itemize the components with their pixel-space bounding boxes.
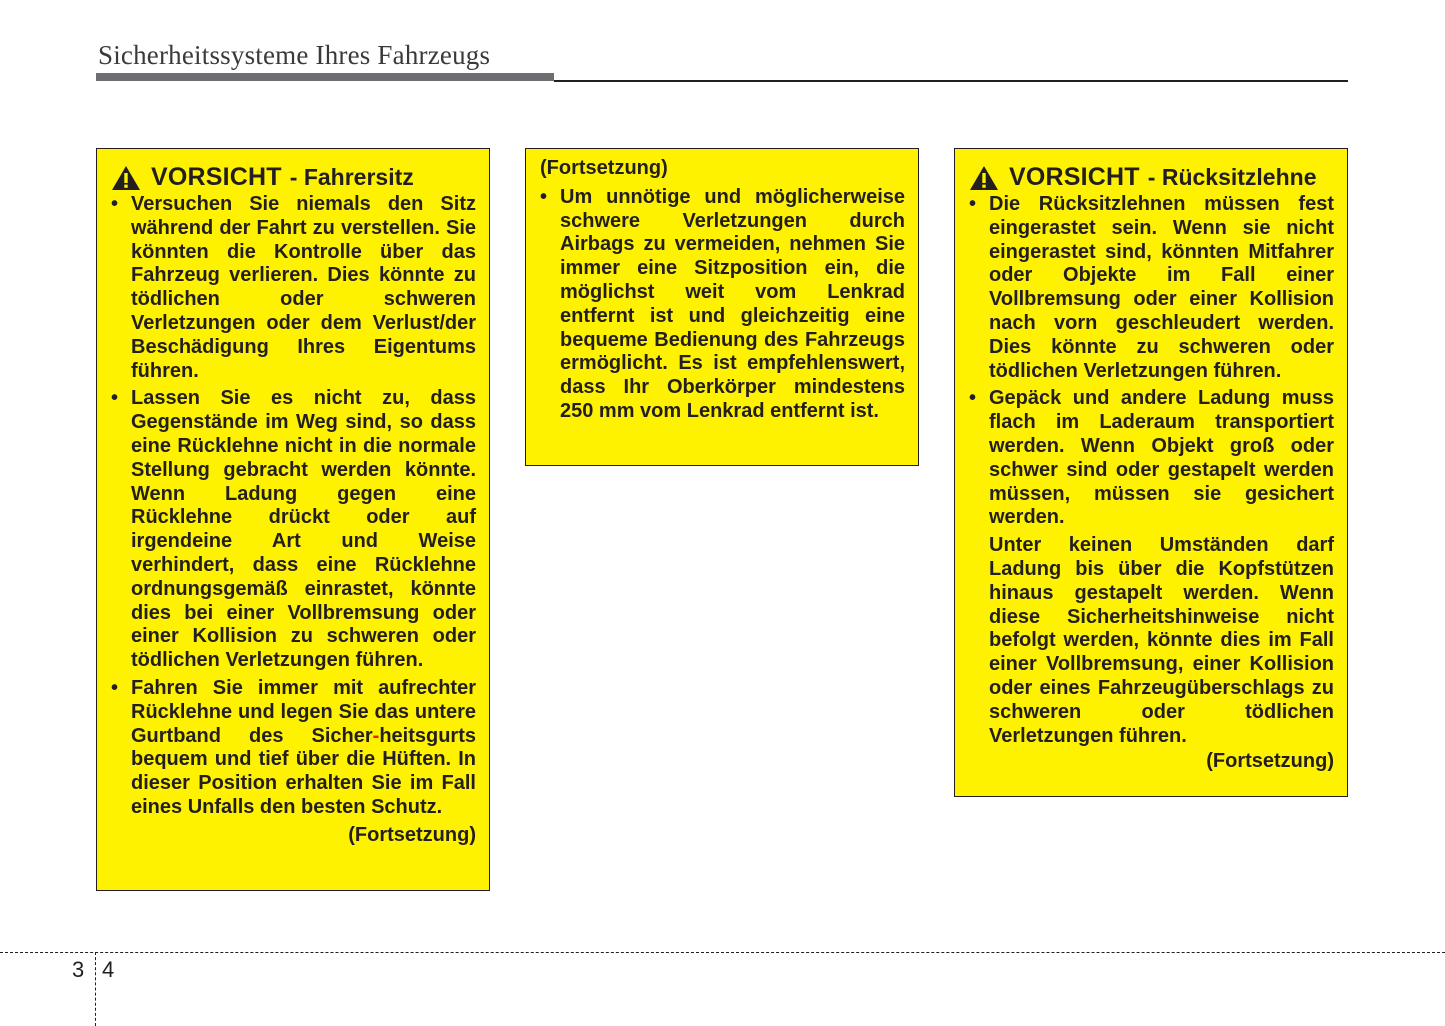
caution-subject: - Fahrersitz	[289, 164, 414, 191]
page-number: 4	[102, 957, 115, 982]
list-item	[111, 387, 476, 673]
list-item-text: Um unnötige und möglicherweise schwere Verletzungen durch Airbags zu vermeiden, nehmen Sie immer eine Sitzposition ein, die möglichst weit vom Lenkrad entfernt ist und gleichzeitig eine bequeme Bedienung des Fahrzeugs ermöglicht. Es ist empfehlenswert, dass Ihr Oberkörper mindestens 250 mm vom Lenkrad entfernt ist.	[560, 185, 905, 422]
caution-box-rear-seatback	[954, 148, 1348, 797]
caution-box-driver-seat	[96, 148, 490, 891]
list-item	[969, 387, 1334, 530]
caution-list	[540, 186, 905, 424]
list-item-text: Gepäck und andere Ladung muss flach im Laderaum transportiert werden. Wenn Objekt groß oder schwer sind oder gestapelt werden müssen, müssen sie gesichert werden.	[989, 387, 1334, 529]
list-item	[969, 193, 1334, 383]
warning-triangle-icon	[969, 165, 999, 191]
list-item	[111, 193, 476, 383]
list-item-text: Versuchen Sie niemals den Sitz während der Fahrt zu verstellen. Sie könnten die Kontrolle über das Fahrzeug verlieren. Dies könnte zu tödlichen oder schweren Verletzungen oder dem Verlust/der Beschädigung Ihres Eigentums führen.	[131, 193, 476, 382]
caution-title	[969, 165, 1334, 191]
continued-label: (Fortsetzung)	[348, 823, 476, 846]
page-header-title: Sicherheitssysteme Ihres Fahrzeugs	[98, 40, 491, 70]
caution-title	[111, 165, 476, 191]
bullet: •	[111, 676, 119, 699]
bullet: •	[111, 387, 119, 410]
footer-dashed-rule	[0, 952, 1445, 953]
caution-list	[111, 193, 476, 820]
caution-list	[969, 193, 1334, 530]
caution-paragraph: Unter keinen Umständen darf Ladung bis über die Kopfstützen hinaus gestapelt werden. Wenn diese Sicherheitshinweise nicht befolgt werden, könnte dies im Fall einer Vollbremsung, einer Kollision oder eines Fahrzeugüberschlags zu schweren oder tödlichen Verletzungen führen.	[989, 534, 1334, 747]
continued-label: (Fortsetzung)	[540, 157, 668, 179]
header-rule	[554, 80, 1348, 82]
chapter-number: 3	[72, 957, 85, 982]
header-accent-bar	[96, 73, 554, 81]
bullet: •	[969, 387, 977, 410]
caution-label: VORSICHT	[151, 163, 282, 192]
list-item-text: heitsgurts bequem und tief über die Hüften. In dieser Position erhalten Sie im Fall eines Unfalls den besten Schutz.	[131, 724, 476, 818]
bullet: •	[111, 193, 119, 215]
list-item	[111, 677, 476, 820]
caution-subject: - Rücksitzlehne	[1147, 164, 1317, 191]
warning-triangle-icon	[111, 165, 141, 191]
bullet: •	[540, 185, 548, 208]
list-item-text: Fahren Sie immer mit aufrechter Rücklehne und legen Sie das untere Gurtband des Sicher	[131, 676, 476, 747]
caution-box-continuation	[525, 148, 919, 466]
bullet: •	[969, 193, 977, 215]
hyphen-mark: -	[372, 724, 380, 747]
list-item-text: Die Rücksitzlehnen müssen fest eingerastet sein. Wenn sie nicht eingerastet sind, könnten Mitfahrer oder Objekte im Fall einer Vollbremsung oder einer Kollision nach vorn geschleudert werden. Dies könnte zu schweren oder tödlichen Verletzungen führen.	[989, 193, 1334, 382]
continued-label: (Fortsetzung)	[1206, 750, 1334, 773]
list-item-text: Lassen Sie es nicht zu, dass Gegenstände im Weg sind, so dass eine Rücklehne nicht in die normale Stellung gebracht werden könnte. Wenn Ladung gegen eine Rücklehne drückt oder auf irgendeine Art und Weise verhindert, dass eine Rücklehne ordnungsgemäß einrastet, könnte dies bei einer Vollbremsung oder einer Kollision zu schweren oder tödlichen Verletzungen führen.	[131, 387, 476, 672]
footer-vertical-divider	[95, 952, 96, 1026]
list-item	[540, 186, 905, 424]
caution-label: VORSICHT	[1009, 163, 1140, 192]
